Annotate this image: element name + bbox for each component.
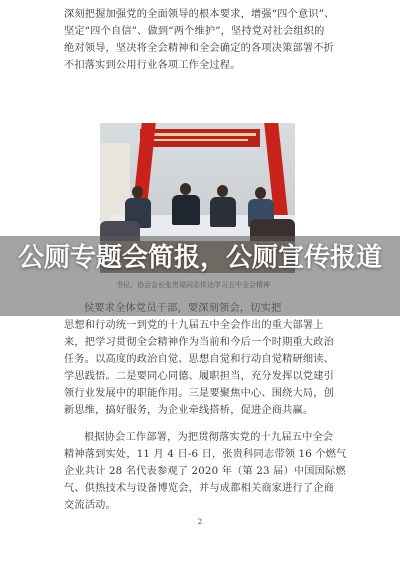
text-line: 思想和行动统一到党的十九届五中全会作出的重大部署上 <box>64 320 324 331</box>
text-line: 气、供热技术与设备博览会，并与成都相关商家进行了企商 <box>64 483 335 494</box>
text-line: 企业共计 28 名代表参观了 2020 年（第 23 届）中国国际燃 <box>64 466 346 477</box>
text-line: 来，把学习贯彻全会精神作为当前和今后一个时期重大政治 <box>64 337 335 348</box>
text-line: 任务。以高度的政治自觉、思想自觉和行动自觉精研细读、 <box>64 354 335 365</box>
text-line: 精神落到实处，11 月 4 日-6 日，张贵科同志带领 16 个燃气 <box>64 449 347 460</box>
text-line: 新思维，搞好服务，为企业牵线搭桥，促进企商共赢。 <box>64 405 314 416</box>
text-line: 深刻把握加强党的全面领导的根本要求，增强“四个意识”、 <box>64 9 335 20</box>
text-line: 学思践悟。二是要同心同德、履职担当，充分发挥以党建引 <box>64 371 335 382</box>
paragraph-3 <box>64 429 364 514</box>
text-line: 坚定“四个自信”、做到“两个维护”，坚持党对社会组织的 <box>64 26 325 37</box>
text-line: 交流活动。 <box>64 500 116 511</box>
text-line: 不扣落实到公用行业各项工作全过程。 <box>64 60 241 71</box>
paragraph-2 <box>64 300 364 419</box>
text-line: 绝对领导，坚决将全会精神和全会确定的各项决策部署不折 <box>64 43 335 54</box>
paragraph-1 <box>64 6 364 74</box>
headline-title: 公厕专题会简报，公厕宣传报道 <box>17 243 382 273</box>
text-line: 根据协会工作部署，为把贯彻落实党的十九届五中全会 <box>84 432 334 443</box>
text-line: 领行业发展中的职能作用。三是要聚焦中心、围绕大局，创 <box>64 388 335 399</box>
page-number: 2 <box>197 518 203 526</box>
